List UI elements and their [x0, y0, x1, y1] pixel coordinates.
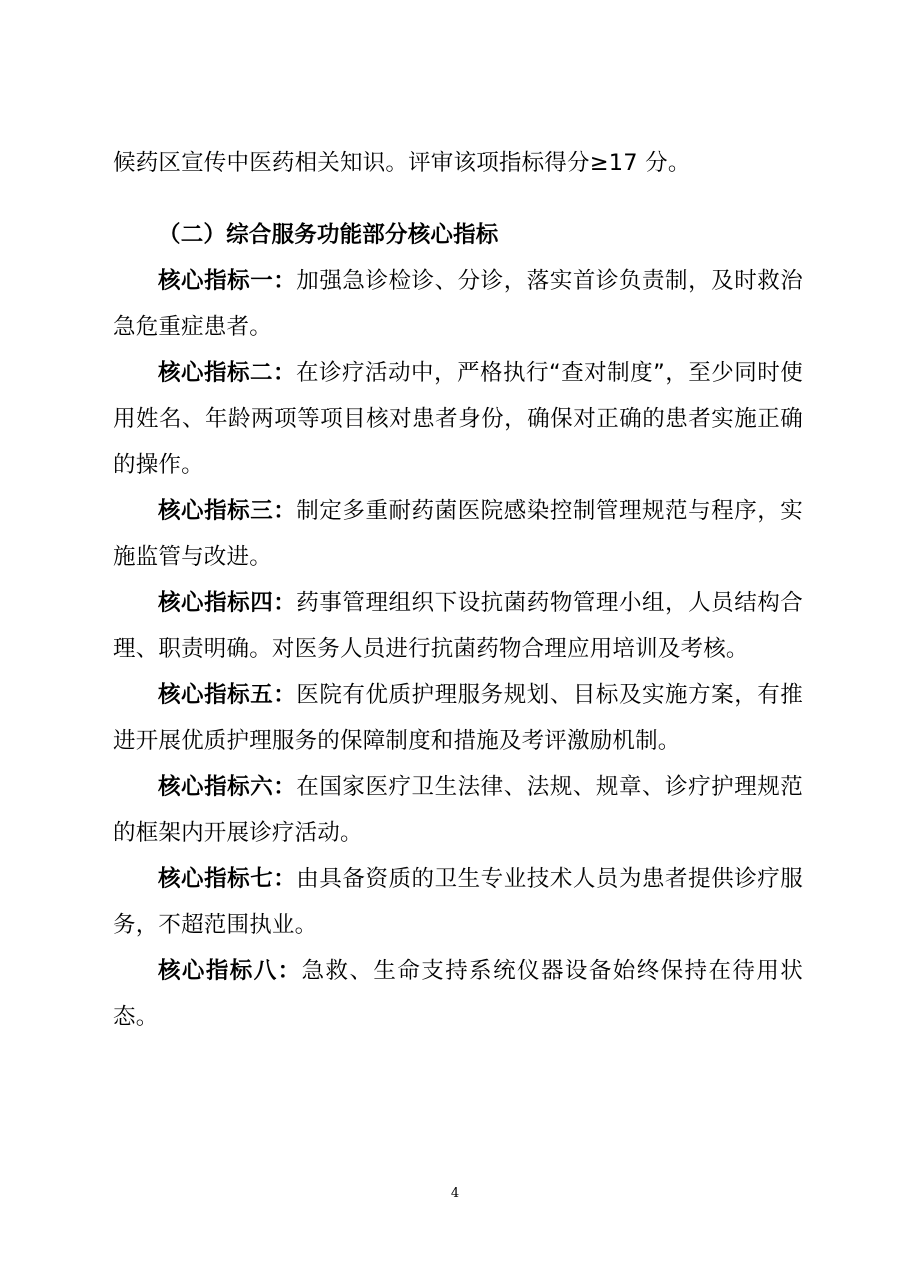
- indicator-paragraph-5: [113, 672, 803, 764]
- indicator-paragraph-3: [113, 488, 803, 580]
- indicator-text-3: 制定多重耐药菌医院感染控制管理规范与程序，实施监管与改进。: [113, 498, 804, 570]
- indicator-label-8: 核心指标八：: [158, 958, 302, 984]
- indicator-text-6: 在国家医疗卫生法律、法规、规章、诊疗护理规范的框架内开展诊疗活动。: [113, 774, 804, 846]
- indicator-label-6: 核心指标六：: [158, 774, 297, 800]
- intro-paragraph: 候药区宣传中医药相关知识。评审该项指标得分≥17 分。: [113, 150, 691, 176]
- indicator-paragraph-7: [113, 856, 803, 948]
- indicator-label-1: 核心指标一：: [158, 268, 297, 294]
- page-number: 4: [450, 1186, 460, 1201]
- indicator-text-5: 医院有优质护理服务规划、目标及实施方案，有推进开展优质护理服务的保障制度和措施及考评激励机制。: [113, 682, 804, 754]
- indicator-paragraph-4: [113, 580, 803, 672]
- indicator-text-2: 在诊疗活动中，严格执行“查对制度”，至少同时使用姓名、年龄两项等项目核对患者身份，确保对正确的患者实施正确的操作。: [113, 360, 803, 478]
- document-body: [113, 140, 803, 1040]
- indicator-paragraph-8: [113, 948, 803, 1040]
- indicator-label-2: 核心指标二：: [158, 360, 296, 386]
- indicator-text-7: 由具备资质的卫生专业技术人员为患者提供诊疗服务，不超范围执业。: [113, 866, 804, 938]
- indicator-paragraph-6: [113, 764, 803, 856]
- indicator-label-4: 核心指标四：: [158, 590, 297, 616]
- indicator-label-5: 核心指标五：: [158, 682, 297, 708]
- indicator-paragraph-2: [113, 350, 803, 488]
- indicator-label-3: 核心指标三：: [158, 498, 297, 524]
- indicator-text-4: 药事管理组织下设抗菌药物管理小组，人员结构合理、职责明确。对医务人员进行抗菌药物合理应用培训及考核。: [113, 590, 804, 662]
- section-heading: （二）综合服务功能部分核心指标: [158, 222, 499, 248]
- indicator-paragraph-1: [113, 258, 803, 350]
- indicator-text-8: 急救、生命支持系统仪器设备始终保持在待用状态。: [113, 958, 803, 1030]
- indicator-text-1: 加强急诊检诊、分诊，落实首诊负责制，及时救治急危重症患者。: [113, 268, 804, 340]
- indicator-label-7: 核心指标七：: [158, 866, 297, 892]
